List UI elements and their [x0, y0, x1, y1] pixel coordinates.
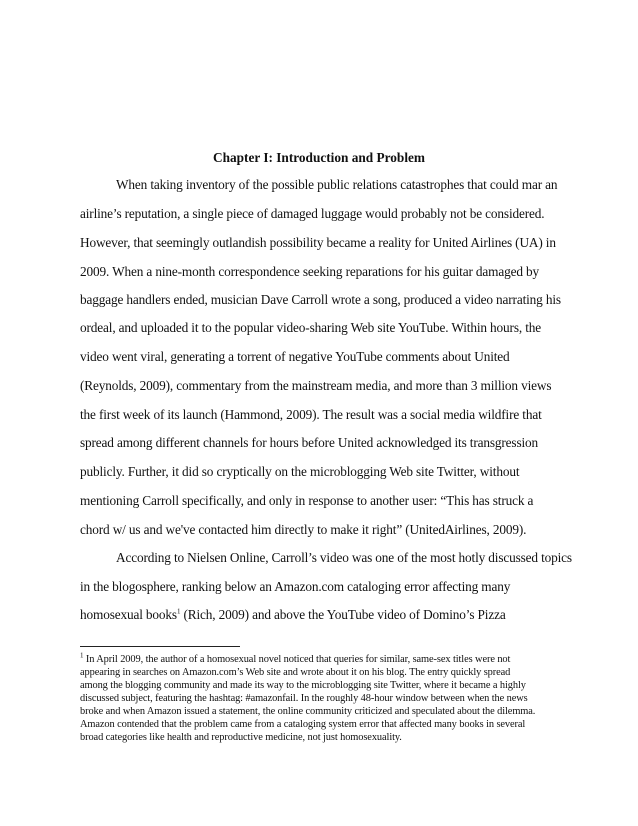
- body-line: According to Nielsen Online, Carroll’s video was one of the most hotly discussed topics: [116, 550, 572, 565]
- body-line: chord w/ us and we've contacted him directly to make it right” (UnitedAirlines, 2009).: [80, 522, 527, 537]
- body-line: publicly. Further, it did so cryptically on the microblogging Web site Twitter, without: [80, 464, 520, 479]
- footnote-reference: 1: [176, 607, 181, 616]
- body-line: spread among different channels for hours before United acknowledged its transgression: [80, 435, 539, 450]
- body-line: 2009. When a nine-month correspondence seeking reparations for his guitar damaged by: [80, 264, 540, 279]
- body-line: video went viral, generating a torrent of negative YouTube comments about United: [80, 349, 510, 364]
- footnote-line: among the blogging community and made its way to the microblogging site Twitter, where it became a highly: [80, 680, 526, 691]
- body-line: airline’s reputation, a single piece of damaged luggage would probably not be considered.: [80, 206, 545, 221]
- body-line: baggage handlers ended, musician Dave Carroll wrote a song, produced a video narrating his: [80, 292, 561, 307]
- footnote-line: broke and when Amazon issued a statement, the online community criticized and speculated about the dilemma.: [80, 706, 536, 717]
- footnote-line: appearing in searches on Amazon.com’s Web site and wrote about it on his blog. The entry quickly spread: [80, 667, 511, 678]
- body-line: When taking inventory of the possible public relations catastrophes that could mar an: [116, 177, 558, 192]
- body-line-with-footnote-ref: [80, 607, 506, 623]
- footnote-line: discussed subject, featuring the hashtag: #amazonfail. In the roughly 48-hour window between when the news: [80, 693, 528, 704]
- body-line: in the blogosphere, ranking below an Amazon.com cataloging error affecting many: [80, 579, 511, 594]
- body-line: ordeal, and uploaded it to the popular video-sharing Web site YouTube. Within hours, the: [80, 320, 541, 335]
- body-line: mentioning Carroll specifically, and only in response to another user: “This has struck a: [80, 493, 534, 508]
- footnote-text: In April 2009, the author of a homosexual novel noticed that queries for similar, same-sex titles were not: [83, 654, 511, 665]
- footnote-line: [80, 651, 511, 666]
- body-text: (Rich, 2009) and above the YouTube video of Domino’s Pizza: [180, 607, 506, 622]
- footnote-separator: [80, 646, 240, 647]
- body-line: the first week of its launch (Hammond, 2009). The result was a social media wildfire that: [80, 407, 542, 422]
- footnote-line: Amazon contended that the problem came from a cataloging system error that affected many books in several: [80, 719, 526, 730]
- body-line: (Reynolds, 2009), commentary from the mainstream media, and more than 3 million views: [80, 378, 552, 393]
- footnote-marker: 1: [80, 651, 84, 660]
- footnote-line: broad categories like health and reproductive medicine, not just homosexuality.: [80, 732, 402, 743]
- body-line: However, that seemingly outlandish possibility became a reality for United Airlines (UA) in: [80, 235, 556, 250]
- chapter-heading: Chapter I: Introduction and Problem: [212, 150, 426, 165]
- body-text: homosexual books: [80, 607, 177, 622]
